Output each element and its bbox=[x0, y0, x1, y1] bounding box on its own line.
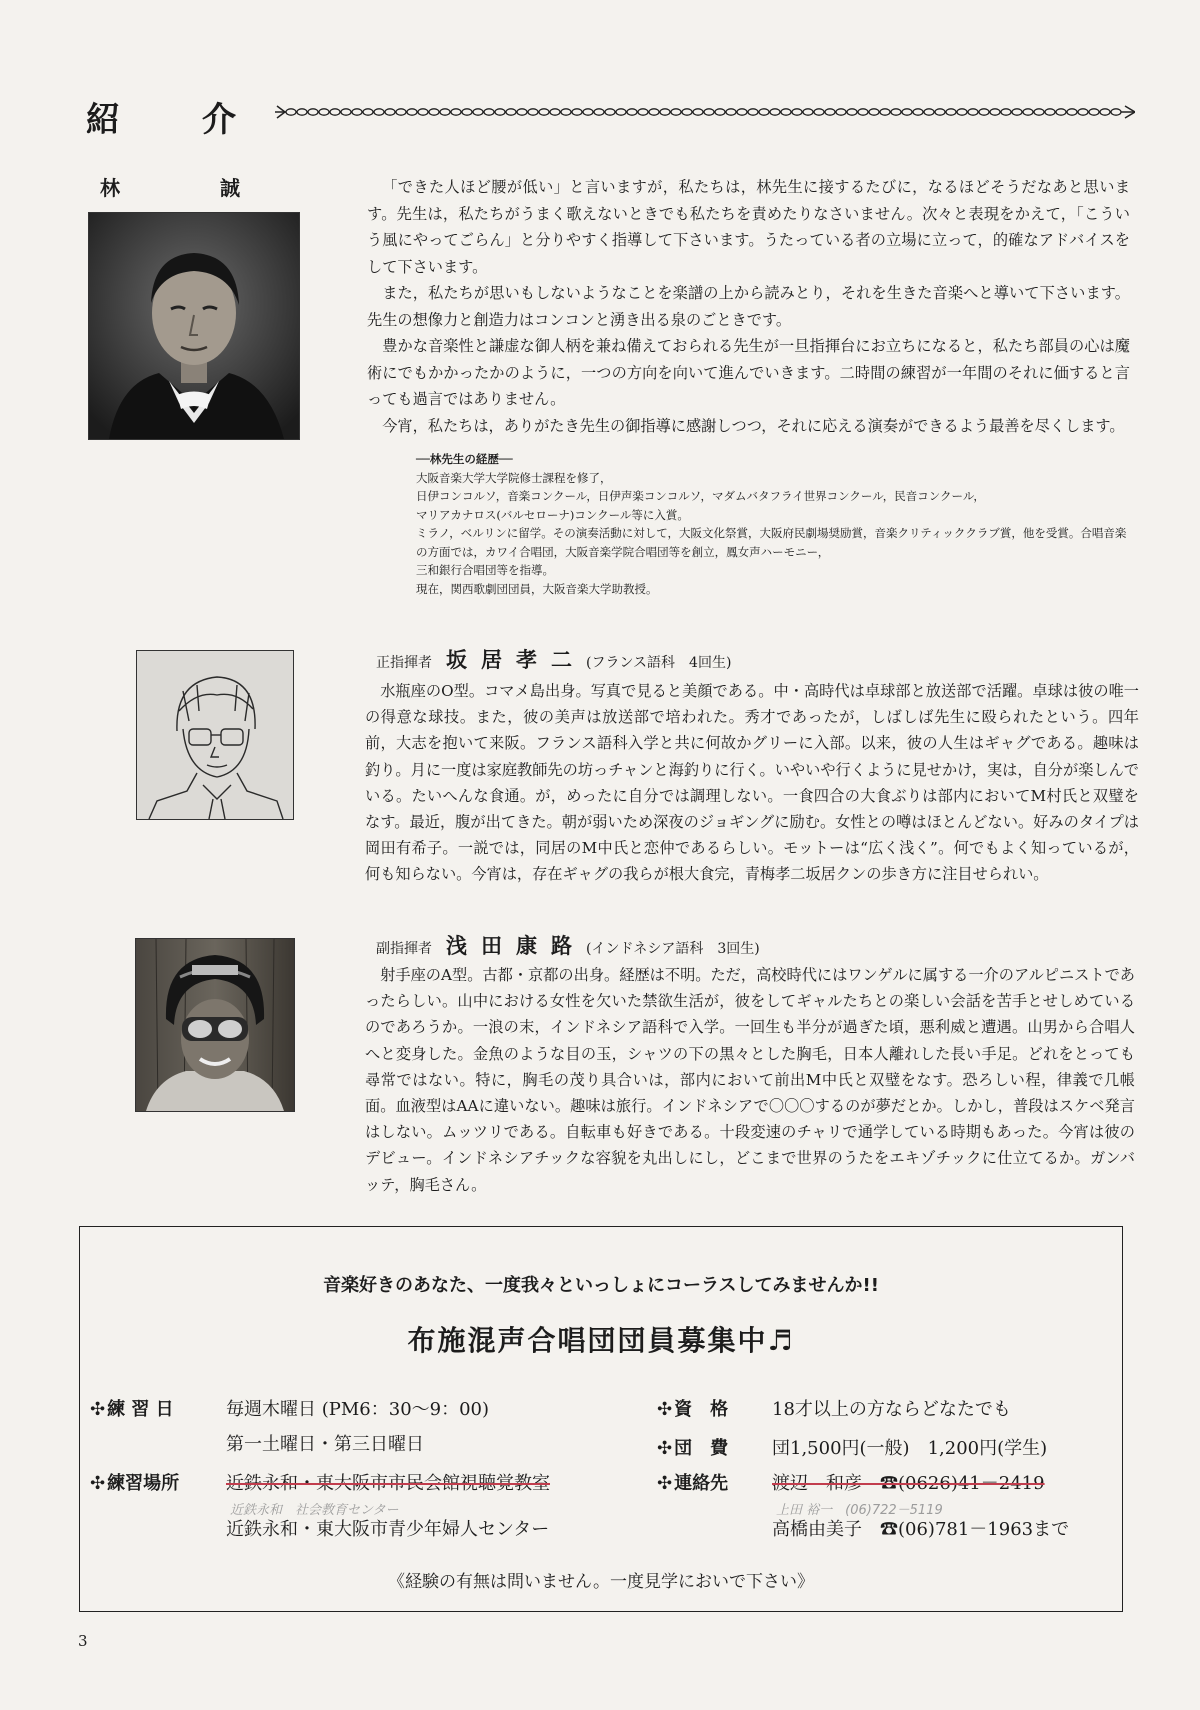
asada-helmet-photo bbox=[135, 938, 295, 1112]
practice-day-value-2: 第一土曜日・第三日曜日 bbox=[226, 1434, 424, 1455]
qualification-label: 資 格 bbox=[674, 1399, 729, 1420]
sakai-heading bbox=[376, 644, 731, 674]
asada-paragraph: 射手座のA型。古都・京都の出身。経歴は不明。ただ，高校時代にはワンゲルに属する一介のアルピニストであったらしい。山中における女性を欠いた禁欲生活が，彼をしてギャルたちとの楽しい会話を苦手とせしめているのであろうか。一浪の末，インドネシア語科で入学。一回生も半分が過ぎた頃，悪利威と遭遇。山男から合唱人へと変身した。金魚のような目の玉，シャツの下の黒々とした胸毛，日本人離れした長い手足。どれをとっても尋常ではない。特に，胸毛の茂り具合いは，部内において前出M中氏と双璧をなす。恐ろしい程，律義で几帳面。血液型はAAに違いない。趣味は旅行。インドネシアで〇〇〇するのが夢だとか。しかし，普段はスケベ発言はしない。ムッツリである。自転車も好きである。十段変速のチャリで通学している時期もあった。今宵は彼のデビュー。インドネシアチックな容貌を丸出しにし，どこまで世界のうたをエキゾチックに仕立てるか。ガンバッテ，胸毛さん。 bbox=[365, 966, 1135, 1194]
hayashi-introduction bbox=[367, 174, 1130, 439]
recruitment-catchphrase: 音楽好きのあなた、一度我々といっしょにコーラスしてみませんか!! bbox=[323, 1275, 879, 1296]
cross-mark-icon: ✣ bbox=[90, 1399, 106, 1420]
hayashi-paragraph: また，私たちが思いもしないようなことを楽譜の上から読みとり，それを生きた音楽へと導いて下さいます。先生の想像力と創造力はコンコンと湧き出る泉のごときです。 bbox=[367, 284, 1130, 329]
career-line: マリアカナロス(バルセローナ)コンクール等に入賞。 bbox=[416, 507, 689, 522]
practice-place-row bbox=[90, 1473, 179, 1495]
qualification-value: 18才以上の方ならどなたでも bbox=[772, 1399, 1011, 1420]
asada-department: (インドネシア語科 3回生) bbox=[586, 941, 760, 957]
fee-value: 団1,500円(一般) 1,200円(学生) bbox=[772, 1438, 1048, 1459]
sakai-introduction bbox=[365, 678, 1139, 888]
hayashi-name bbox=[100, 172, 240, 201]
hayashi-portrait-photo bbox=[88, 212, 300, 440]
career-line: 三和銀行合唱団等を指導。 bbox=[416, 563, 554, 577]
hayashi-paragraph: 今宵，私たちは，ありがたき先生の御指導に感謝しつつ，それに応える演奏ができるよう最善を尽くします。 bbox=[382, 416, 1125, 435]
cross-mark-icon: ✣ bbox=[657, 1473, 673, 1494]
sakai-paragraph: 水瓶座のO型。コマメ島出身。写真で見ると美顔である。中・高時代は卓球部と放送部で活躍。卓球は彼の唯一の得意な球技。また，彼の美声は放送部で培われた。秀才であったが，しばしば先生に殴られたという。四年前，大志を抱いて来阪。フランス語科入学と共に何故かグリーに入部。以来，彼の人生はギャグである。趣味は釣り。月に一度は家庭教師先の坊っチャンと海釣りに行く。いやいや行くように見せかけ，実は，自分が楽しんでいる。たいへんな食通。が，めったに自分では調理しない。一食四合の大食ぶりは部内においてM村氏と双璧をなす。最近，腹が出てきた。朝が弱いため深夜のジョギングに励む。女性との噂はほとんどない。好みのタイプは岡田有希子。一説では，同居のM中氏と恋仲であるらしい。モットーは“広く浅く”。何でもよく知っているが，何も知らない。今宵は，存在ギャグの我らが根大食完，青梅孝二坂居クンの歩き方に注目せられい。 bbox=[365, 682, 1139, 884]
recruitment-title bbox=[80, 1319, 1122, 1359]
career-line: ミラノ，ベルリンに留学。その演奏活動に対して，大阪文化祭賞，大阪府民劇場奨励賞，音楽クリティッククラブ賞，他を受賞。合唱音楽の方面では，カワイ合唱団，大阪音楽学院合唱団等を創立，鳳女声ハーモニー， bbox=[416, 526, 1127, 559]
recruitment-footer-note: 《経験の有無は問いません。一度見学においで下さい》 bbox=[387, 1572, 815, 1592]
sakai-name: 坂居孝二 bbox=[446, 647, 586, 672]
cross-mark-icon: ✣ bbox=[657, 1438, 673, 1459]
practice-place-handwritten: 近鉄永和 社会教育センター bbox=[230, 1503, 399, 1518]
practice-place-new: 近鉄永和・東大阪市青少年婦人センター bbox=[226, 1519, 550, 1540]
career-line: 大阪音楽大学大学院修士課程を修了， bbox=[416, 470, 612, 485]
practice-day-row bbox=[90, 1399, 174, 1421]
cross-mark-icon: ✣ bbox=[657, 1399, 673, 1420]
hayashi-career bbox=[416, 450, 1136, 598]
contact-label: 連絡先 bbox=[674, 1473, 729, 1494]
practice-day-label: 練 習 日 bbox=[107, 1399, 174, 1420]
hayashi-paragraph: 「できた人ほど腰が低い」と言いますが，私たちは，林先生に接するたびに，なるほどそうだなあと思います。先生は，私たちがうまく歌えないときでも私たちを責めたりなさいません。次々と表現をかえて，「こういう風にやってごらん」と分りやすく指導して下さいます。うたっている者の立場に立って，的確なアドバイスをして下さいます。 bbox=[367, 178, 1130, 276]
title-ornament-rule bbox=[275, 103, 1135, 121]
page-title bbox=[86, 92, 238, 141]
practice-place-old: 近鉄永和・東大阪市市民会館視聴覚教室 bbox=[226, 1473, 550, 1494]
career-line: 日伊コンコルソ，音楽コンクール，日伊声楽コンコルソ，マダムバタフライ世界コンクール，民音コンクール， bbox=[416, 489, 985, 503]
recruitment-title-text: 布施混声合唱団団員募集中 bbox=[407, 1324, 768, 1357]
title-left: 紹 bbox=[86, 100, 122, 140]
music-note-icon: ♬ bbox=[767, 1324, 795, 1357]
career-line: 現在，関西歌劇団団員，大阪音楽大学助教授。 bbox=[416, 581, 658, 596]
qualification-row bbox=[657, 1399, 728, 1421]
hayashi-paragraph: 豊かな音楽性と謙虚な御人柄を兼ね備えておられる先生が一旦指揮台にお立ちになると，私たち部員の心は魔術にでもかかったかのように，一つの方向を向いて進んでいきます。二時間の練習が一年間のそれに価すると言っても過言ではありません。 bbox=[367, 337, 1130, 408]
asada-introduction bbox=[365, 962, 1135, 1198]
sakai-role: 正指揮者 bbox=[376, 655, 432, 671]
contact-handwritten: 上田 裕一 (06)722－5119 bbox=[776, 1503, 943, 1518]
practice-place-label: 練習場所 bbox=[107, 1473, 180, 1494]
sakai-portrait-sketch bbox=[136, 650, 294, 820]
contact-old: 渡辺 和彦 ☎(0626)41－2419 bbox=[772, 1473, 1045, 1494]
sakai-department: (フランス語科 4回生) bbox=[586, 655, 732, 671]
asada-heading bbox=[376, 930, 760, 960]
fee-label: 団 費 bbox=[674, 1438, 729, 1459]
practice-day-value: 毎週木曜日 (PM6：30～9：00) bbox=[226, 1399, 490, 1420]
career-heading: ──林先生の経歴── bbox=[416, 452, 513, 466]
fee-row bbox=[657, 1438, 728, 1460]
page-number: 3 bbox=[78, 1632, 88, 1650]
recruitment-box bbox=[79, 1226, 1123, 1612]
hayashi-name-last: 誠 bbox=[220, 176, 240, 200]
asada-name: 浅田康路 bbox=[446, 933, 586, 958]
hayashi-name-first: 林 bbox=[100, 176, 120, 200]
contact-row bbox=[657, 1473, 728, 1495]
asada-role: 副指揮者 bbox=[376, 941, 432, 957]
title-right: 介 bbox=[202, 100, 238, 140]
cross-mark-icon: ✣ bbox=[90, 1473, 106, 1494]
contact-new: 高橋由美子 ☎(06)781－1963まで bbox=[772, 1519, 1070, 1540]
